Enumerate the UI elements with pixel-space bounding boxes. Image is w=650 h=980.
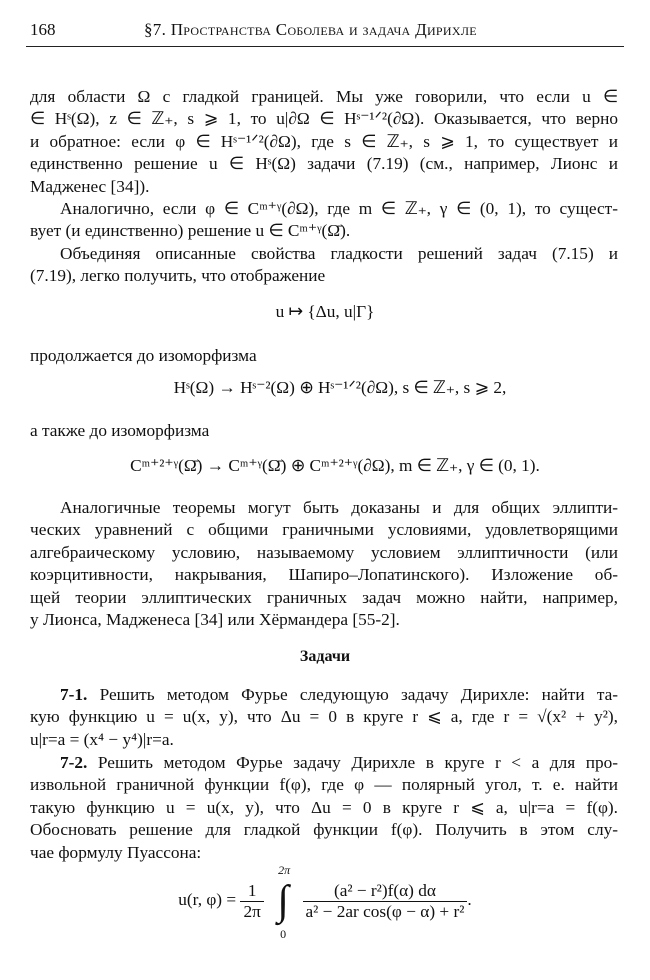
coef-numerator: 1 bbox=[240, 881, 263, 902]
header-rule bbox=[26, 46, 624, 47]
text-line bbox=[30, 684, 618, 706]
text-line: извольной граничной функции f(φ), где φ — полярный угол, т. е. найти bbox=[30, 775, 618, 795]
upper-limit: 2π bbox=[278, 863, 291, 877]
text-line: u|r=a = (x⁴ − y⁴)|r=a. bbox=[30, 729, 174, 749]
problem-label: 7-1. bbox=[60, 685, 88, 704]
paragraph-elliptic bbox=[30, 497, 618, 631]
formula-sobolev-isomorphism: Hˢ(Ω) → Hˢ⁻²(Ω) ⊕ Hˢ⁻¹ᐟ²(∂Ω), s ∈ ℤ₊, s ⩾ 2, bbox=[173, 378, 507, 397]
text-line: кую функцию u = u(x, y), что Δu = 0 в круге r ⩽ a, где r = √(x² + y²), bbox=[30, 707, 618, 727]
text-line: такую функцию u = u(x, y), что Δu = 0 в круге r ⩽ a, u|r=a = f(φ). bbox=[30, 797, 618, 817]
text-line: ∈ Hˢ(Ω), z ∈ ℤ₊, s ⩾ 1, то u|∂Ω ∈ Hˢ⁻¹ᐟ²(∂Ω). Оказывается, что верно bbox=[30, 109, 618, 129]
text-line bbox=[30, 752, 618, 774]
problem-text: Решить методом Фурье следующую задачу Дирихле: найти та- bbox=[99, 685, 619, 704]
text-line: и обратное: если φ ∈ Hˢ⁻¹ᐟ²(∂Ω), где s ∈ ℤ₊, s ⩾ 1, то существует и bbox=[30, 131, 618, 151]
paragraph-sobolev-trace bbox=[30, 86, 618, 198]
section-title-problems: Задачи bbox=[299, 648, 351, 665]
text-line: Аналогичные теоремы могут быть доказаны и для общих эллипти- bbox=[60, 498, 618, 517]
text-line: Обосновать решение для гладкой функции f(φ). Получить в этом слу- bbox=[30, 820, 618, 840]
text-line: а также до изоморфизма bbox=[30, 421, 210, 440]
integral-sign: ∫ 2π 0 bbox=[277, 863, 291, 941]
poisson-kernel bbox=[303, 881, 468, 922]
problem-7-1 bbox=[30, 684, 618, 751]
page-number: 168 bbox=[30, 20, 56, 39]
running-header bbox=[26, 16, 624, 44]
poisson-lhs: u(r, φ) = bbox=[178, 889, 237, 909]
text-line: щей теории эллиптических граничных задач можно найти, например, bbox=[30, 587, 618, 607]
formula-poisson bbox=[0, 863, 650, 941]
poisson-coefficient bbox=[240, 881, 263, 922]
text-line: единственно решение u ∈ Hˢ(Ω) задачи (7.19) (см., например, Лионс и bbox=[30, 154, 618, 174]
paragraph-holder bbox=[30, 198, 618, 243]
kernel-denominator: a² − 2ar cos(φ − α) + r² bbox=[305, 901, 465, 921]
problem-label: 7-2. bbox=[60, 753, 88, 772]
text-isomorphism-1 bbox=[30, 345, 618, 367]
text-line: (7.19), легко получить, что отображение bbox=[30, 266, 326, 286]
text-line: вует (и единственно) решение u ∈ Cᵐ⁺ᵞ(Ω̄). bbox=[30, 221, 351, 241]
text-line: Объединяя описанные свойства гладкости решений задач (7.15) и bbox=[60, 244, 618, 263]
formula-end: . bbox=[467, 889, 472, 909]
kernel-numerator: (a² − r²)f(α) dα bbox=[303, 881, 468, 902]
problem-text: Решить методом Фурье задачу Дирихле в круге r < a для про- bbox=[97, 753, 618, 772]
problem-7-2 bbox=[30, 752, 618, 864]
paragraph-mapping bbox=[30, 243, 618, 288]
running-title: §7. Пространства Соболева и задача Дирихле bbox=[144, 20, 477, 39]
formula-holder-isomorphism: Cᵐ⁺²⁺ᵞ(Ω̄) → Cᵐ⁺ᵞ(Ω̄) ⊕ Cᵐ⁺²⁺ᵞ(∂Ω), m ∈ ℤ₊, γ ∈ (0, 1). bbox=[130, 456, 540, 475]
lower-limit: 0 bbox=[280, 927, 287, 941]
text-line: Мадженес [34]). bbox=[30, 176, 150, 196]
text-line: алгебраическому условию, называемому условием эллиптичности (или bbox=[30, 542, 618, 562]
text-line: ческих уравнений с общими граничными условиями, удовлетворящими bbox=[30, 520, 618, 540]
formula-mapping: u ↦ {Δu, u|Γ} bbox=[275, 302, 375, 321]
text-line: Аналогично, если φ ∈ Cᵐ⁺ᵞ(∂Ω), где m ∈ ℤ₊, γ ∈ (0, 1), то сущест- bbox=[60, 199, 618, 218]
text-isomorphism-2 bbox=[30, 420, 618, 442]
text-line: у Лионса, Мадженеса [34] или Хёрмандера [55-2]. bbox=[30, 610, 400, 630]
coef-denominator: 2π bbox=[243, 901, 261, 921]
text-line: продолжается до изоморфизма bbox=[30, 346, 257, 365]
text-line: чае формулу Пуассона: bbox=[30, 842, 202, 862]
text-line: коэрцитивности, накрывания, Шапиро–Лопатинского). Изложение об- bbox=[30, 565, 618, 585]
text-line: для области Ω с гладкой границей. Мы уже говорили, что если u ∈ bbox=[30, 87, 618, 106]
